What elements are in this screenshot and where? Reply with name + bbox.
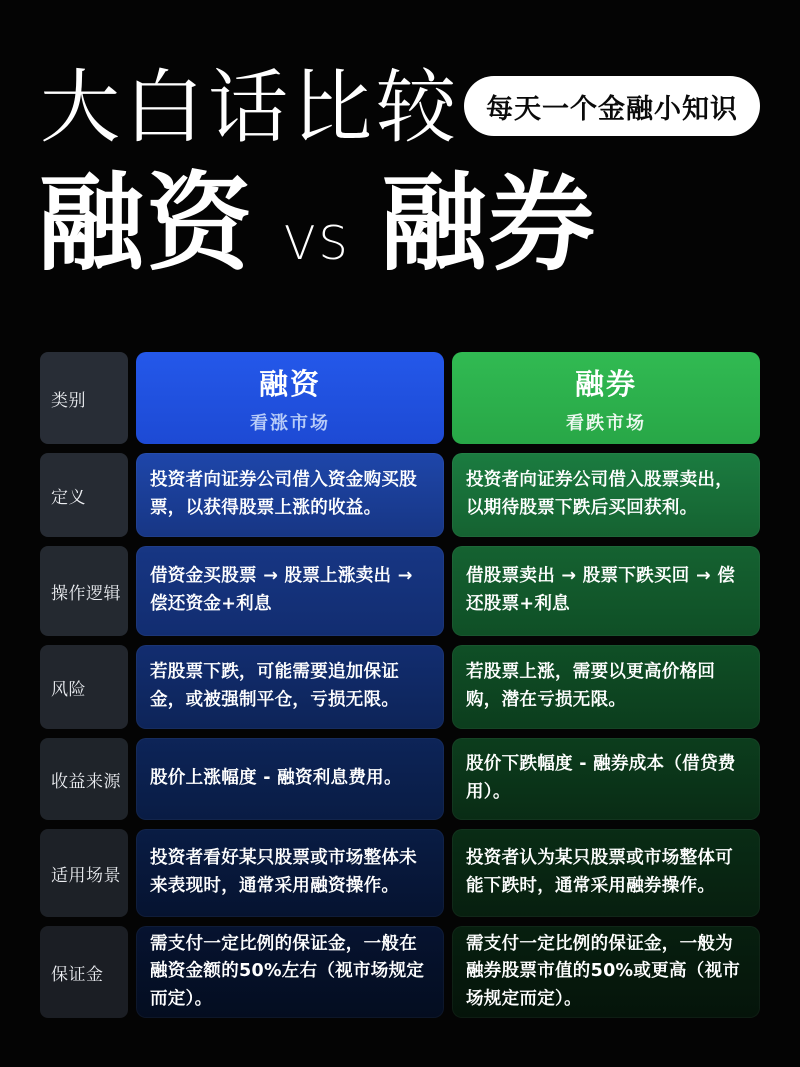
term-shorting: 融券 [380, 162, 597, 285]
row-label-profit-source: 收益来源 [40, 738, 128, 820]
term-financing: 融资 [38, 162, 254, 285]
shorting-subtitle: 看跌市场 [566, 412, 646, 434]
column-header-shorting [452, 352, 760, 444]
vs-label: VS [284, 216, 351, 271]
financing-title: 融资 [258, 366, 321, 401]
shorting-usecase-cell: 投资者认为某只股票或市场整体可能下跌时，通常采用融券操作。 [452, 829, 760, 917]
row-label-use-case: 适用场景 [40, 829, 128, 917]
row-label-risk: 风险 [40, 645, 128, 729]
shorting-title: 融券 [574, 366, 637, 401]
column-header-financing [136, 352, 444, 444]
row-label-logic: 操作逻辑 [40, 546, 128, 636]
financing-logic-cell: 借资金买股票 → 股票上涨卖出 → 偿还资金+利息 [136, 546, 444, 636]
financing-margin-cell: 需支付一定比例的保证金，一般在融资金额的50%左右（视市场规定而定）。 [136, 926, 444, 1018]
shorting-risk-cell: 若股票上涨，需要以更高价格回购，潜在亏损无限。 [452, 645, 760, 729]
page-title: 大白话比较 [40, 61, 460, 154]
financing-subtitle: 看涨市场 [250, 412, 330, 434]
row-label-margin: 保证金 [40, 926, 128, 1018]
versus-headline [38, 158, 597, 291]
financing-definition-cell: 投资者向证券公司借入资金购买股票，以获得股票上涨的收益。 [136, 453, 444, 537]
comparison-table [40, 352, 760, 1018]
financing-profit-cell: 股价上涨幅度 - 融资利息费用。 [136, 738, 444, 820]
row-label-category: 类别 [40, 352, 128, 444]
row-label-definition: 定义 [40, 453, 128, 537]
shorting-logic-cell: 借股票卖出 → 股票下跌买回 → 偿还股票+利息 [452, 546, 760, 636]
topic-badge: 每天一个金融小知识 [464, 76, 760, 136]
shorting-profit-cell: 股价下跌幅度 - 融券成本（借贷费用）。 [452, 738, 760, 820]
financing-risk-cell: 若股票下跌，可能需要追加保证金，或被强制平仓，亏损无限。 [136, 645, 444, 729]
shorting-margin-cell: 需支付一定比例的保证金，一般为融券股票市值的50%或更高（视市场规定而定）。 [452, 926, 760, 1018]
financing-usecase-cell: 投资者看好某只股票或市场整体未来表现时，通常采用融资操作。 [136, 829, 444, 917]
shorting-definition-cell: 投资者向证券公司借入股票卖出，以期待股票下跌后买回获利。 [452, 453, 760, 537]
